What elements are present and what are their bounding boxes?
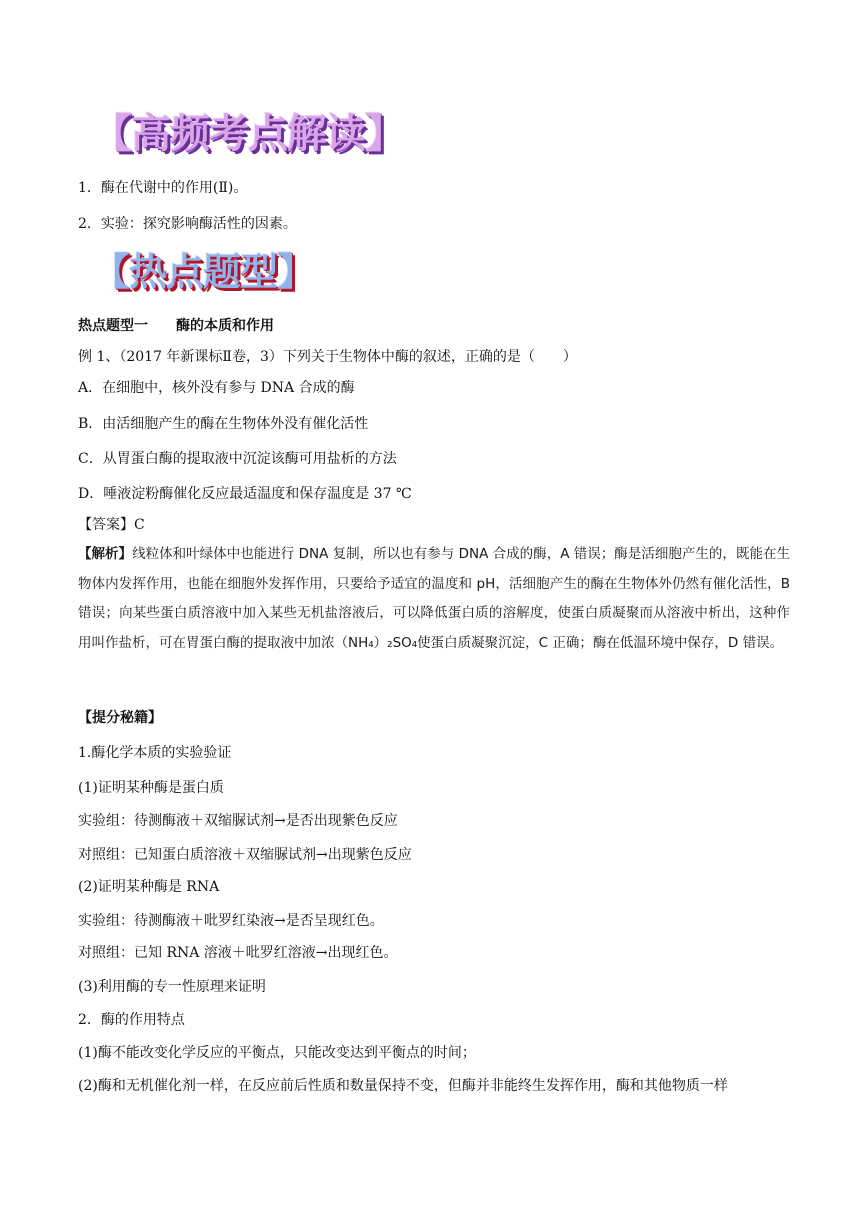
tips-line: (1)酶不能改变化学反应的平衡点，只能改变达到平衡点的时间； <box>78 1045 476 1061</box>
tips-line: 对照组：已知蛋白质溶液＋双缩脲试剂→出现紫色反应 <box>78 847 412 863</box>
hot-type-one-heading: 热点题型一 酶的本质和作用 <box>78 318 274 334</box>
hot-question-types-banner: 【热点题型】 <box>92 250 315 294</box>
option-b: B．由活细胞产生的酶在生物体外没有催化活性 <box>78 416 369 432</box>
tips-line: (3)利用酶的专一性原理来证明 <box>78 979 266 995</box>
tips-line: 实验组：待测酶液＋双缩脲试剂→是否出现紫色反应 <box>78 813 398 829</box>
high-frequency-points-banner: 【高频考点解读】 <box>92 111 404 157</box>
tips-line: (2)酶和无机催化剂一样，在反应前后性质和数量保持不变，但酶并非能终生发挥作用，酶和其他物质一样 <box>78 1078 728 1094</box>
tips-line: 对照组：已知 RNA 溶液＋吡罗红溶液→出现红色。 <box>78 945 398 961</box>
example-question: 例 1、（2017 年新课标Ⅱ卷，3）下列关于生物体中酶的叙述，正确的是（ ） <box>78 349 577 365</box>
tips-line: 1.酶化学本质的实验验证 <box>78 745 232 761</box>
tips-line: (2)证明某种酶是 RNA <box>78 879 220 895</box>
option-c: C．从胃蛋白酶的提取液中沉淀该酶可用盐析的方法 <box>78 451 397 467</box>
tips-heading: 【提分秘籍】 <box>78 710 162 726</box>
answer-line: 【答案】C <box>78 517 145 533</box>
analysis-tag: 【解析】 <box>78 546 133 562</box>
intro-point-1: 1．酶在代谢中的作用(Ⅱ)。 <box>78 180 248 196</box>
tips-line: 实验组：待测酶液＋吡罗红染液→是否呈现红色。 <box>78 913 384 929</box>
option-d: D．唾液淀粉酶催化反应最适温度和保存温度是 37 ℃ <box>78 486 412 502</box>
intro-point-2: 2．实验：探究影响酶活性的因素。 <box>78 216 297 232</box>
tips-line: 2．酶的作用特点 <box>78 1012 185 1028</box>
option-a: A．在细胞中，核外没有参与 DNA 合成的酶 <box>78 380 355 396</box>
analysis-text: 线粒体和叶绿体中也能进行 DNA 复制，所以也有参与 DNA 合成的酶，A 错误；酶是活细胞产生的，既能在生物体内发挥作用，也能在细胞外发挥作用，只要给予适宜的温度和 pH，活细胞产生的酶在生物体外仍然有催化活性，B 错误；向某些蛋白质溶液中加入某些无机盐溶液后，可以降低蛋白质的溶解度，使蛋白质凝聚而从溶液中析出，这种作用叫作盐析，可在胃蛋白酶的提取液中加浓（NH₄）₂SO₄使蛋白质凝聚沉淀，C 正确；酶在低温环境中保存，D 错误。 <box>78 546 791 651</box>
tips-line: (1)证明某种酶是蛋白质 <box>78 780 224 796</box>
analysis-paragraph <box>78 540 790 658</box>
